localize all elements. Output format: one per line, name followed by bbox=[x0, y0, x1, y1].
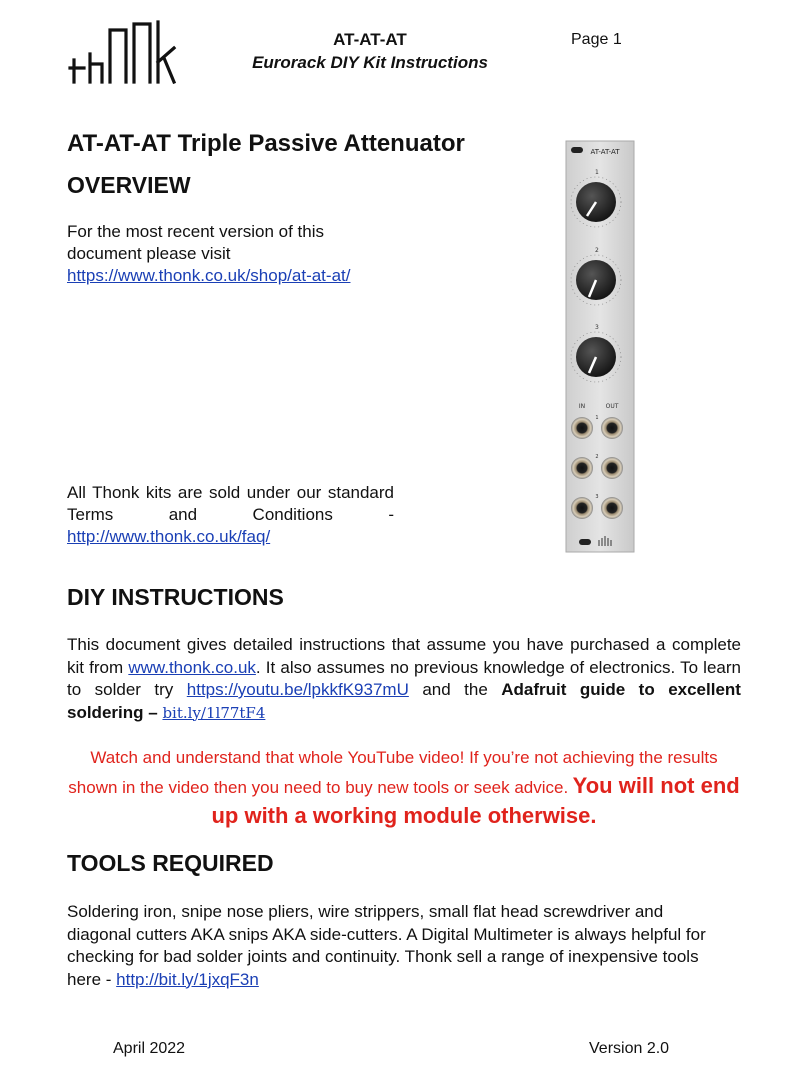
tools-text: Soldering iron, snipe nose pliers, wire strippers, small flat head screwdriver and diagonal cutters AKA snips AKA side-cutters. A Digital Multimeter is always helpful for checking for bad solder joints and continuity. Thonk sell a range of inexpensive tools here - bbox=[67, 902, 706, 989]
panel-knob-label: 2 bbox=[595, 247, 599, 254]
solder-warning bbox=[67, 744, 741, 830]
document-title: AT-AT-AT Triple Passive Attenuator bbox=[67, 130, 465, 157]
module-panel-image bbox=[565, 140, 635, 553]
tools-link[interactable]: http://bit.ly/1jxqF3n bbox=[116, 969, 259, 989]
panel-knob-label: 3 bbox=[595, 324, 599, 331]
panel-knob-label: 1 bbox=[595, 169, 599, 176]
tools-paragraph bbox=[67, 901, 707, 991]
footer-date: April 2022 bbox=[113, 1040, 186, 1057]
warning-text: Watch and understand that whole YouTube video! If you’re not achieving the results shown in the video then you need to buy new tools or seek advice. bbox=[68, 748, 718, 797]
warning-emphasis: You will not end up with a working module otherwise. bbox=[211, 773, 740, 828]
adafruit-guide-title: Adafruit guide to excellent soldering bbox=[67, 680, 741, 722]
header-title: AT-AT-AT bbox=[333, 30, 407, 49]
diy-text-3: and the bbox=[422, 680, 488, 699]
terms-paragraph bbox=[67, 482, 394, 548]
jack-out-3 bbox=[601, 497, 623, 519]
thonk-logo bbox=[68, 18, 178, 84]
diy-paragraph bbox=[67, 634, 741, 724]
tools-heading: TOOLS REQUIRED bbox=[67, 850, 274, 876]
jack-in-2 bbox=[571, 457, 593, 479]
page-number: Page 1 bbox=[571, 31, 622, 48]
overview-paragraph bbox=[67, 221, 367, 287]
header-subtitle: Eurorack DIY Kit Instructions bbox=[252, 53, 488, 72]
adafruit-guide-link[interactable]: bit.ly/1l77tF4 bbox=[162, 703, 266, 722]
panel-name: AT-AT-AT bbox=[590, 148, 620, 156]
product-page-link[interactable]: https://www.thonk.co.uk/shop/at-at-at/ bbox=[67, 266, 351, 285]
panel-jack-row-label: 1 bbox=[595, 415, 599, 421]
panel-in-label: IN bbox=[578, 403, 586, 410]
diy-text-1: This document gives detailed instructions that assume you have purchased a complete kit from bbox=[67, 635, 741, 677]
faq-link[interactable]: http://www.thonk.co.uk/faq/ bbox=[67, 527, 271, 546]
overview-heading: OVERVIEW bbox=[67, 172, 191, 198]
jack-out-1 bbox=[601, 417, 623, 439]
diy-dash: – bbox=[148, 702, 158, 722]
panel-jack-row-label: 2 bbox=[595, 454, 599, 460]
footer-version: Version 2.0 bbox=[589, 1040, 670, 1057]
diy-heading: DIY INSTRUCTIONS bbox=[67, 584, 284, 610]
jack-in-3 bbox=[571, 497, 593, 519]
jack-in-1 bbox=[571, 417, 593, 439]
diy-text-2: . It also assumes no previous knowledge of electronics. To learn to solder try bbox=[67, 657, 741, 699]
thonk-site-link[interactable]: www.thonk.co.uk bbox=[128, 657, 256, 677]
panel-out-label: OUT bbox=[605, 403, 619, 410]
jack-out-2 bbox=[601, 457, 623, 479]
overview-intro: For the most recent version of this document please visit bbox=[67, 222, 324, 263]
panel-jack-row-label: 3 bbox=[595, 494, 599, 500]
youtube-link[interactable]: https://youtu.be/lpkkfK937mU bbox=[186, 680, 409, 699]
terms-text: All Thonk kits are sold under our standard Terms and Conditions - bbox=[67, 483, 394, 524]
